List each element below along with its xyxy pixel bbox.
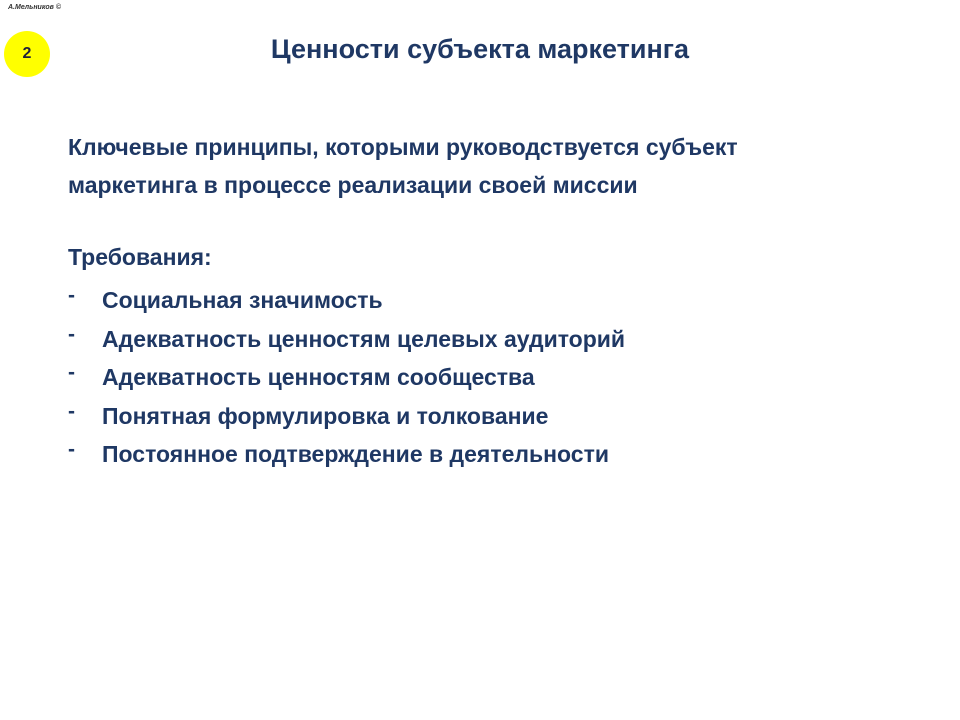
bullet-dash: - xyxy=(68,284,75,307)
list-item xyxy=(68,359,625,398)
intro-line-2: маркетинга в процессе реализации своей миссии xyxy=(68,172,638,198)
list-item xyxy=(68,398,625,437)
list-item-text: Адекватность ценностям целевых аудиторий xyxy=(102,325,626,352)
list-item xyxy=(68,436,625,475)
bullet-dash: - xyxy=(68,322,75,346)
slide-title: Ценности субъекта маркетинга xyxy=(270,34,690,64)
intro-line-1: Ключевые принципы, которыми руководствуется субъект xyxy=(68,134,738,160)
bullet-dash: - xyxy=(68,399,75,423)
list-item xyxy=(68,321,625,360)
list-item-text: Понятная формулировка и толкование xyxy=(102,402,549,429)
bullet-dash: - xyxy=(68,438,75,461)
slide-number: 2 xyxy=(22,45,32,62)
requirements-heading: Требования: xyxy=(68,244,212,270)
list-item-text: Социальная значимость xyxy=(102,287,383,313)
copyright-note: А.Мельников © xyxy=(8,4,61,11)
list-item-text: Адекватность ценностям сообщества xyxy=(102,364,535,390)
requirements-list xyxy=(68,282,625,475)
list-item xyxy=(68,282,625,321)
intro-text xyxy=(68,128,928,204)
bullet-dash: - xyxy=(68,361,75,384)
list-item-text: Постоянное подтверждение в деятельности xyxy=(102,441,609,467)
